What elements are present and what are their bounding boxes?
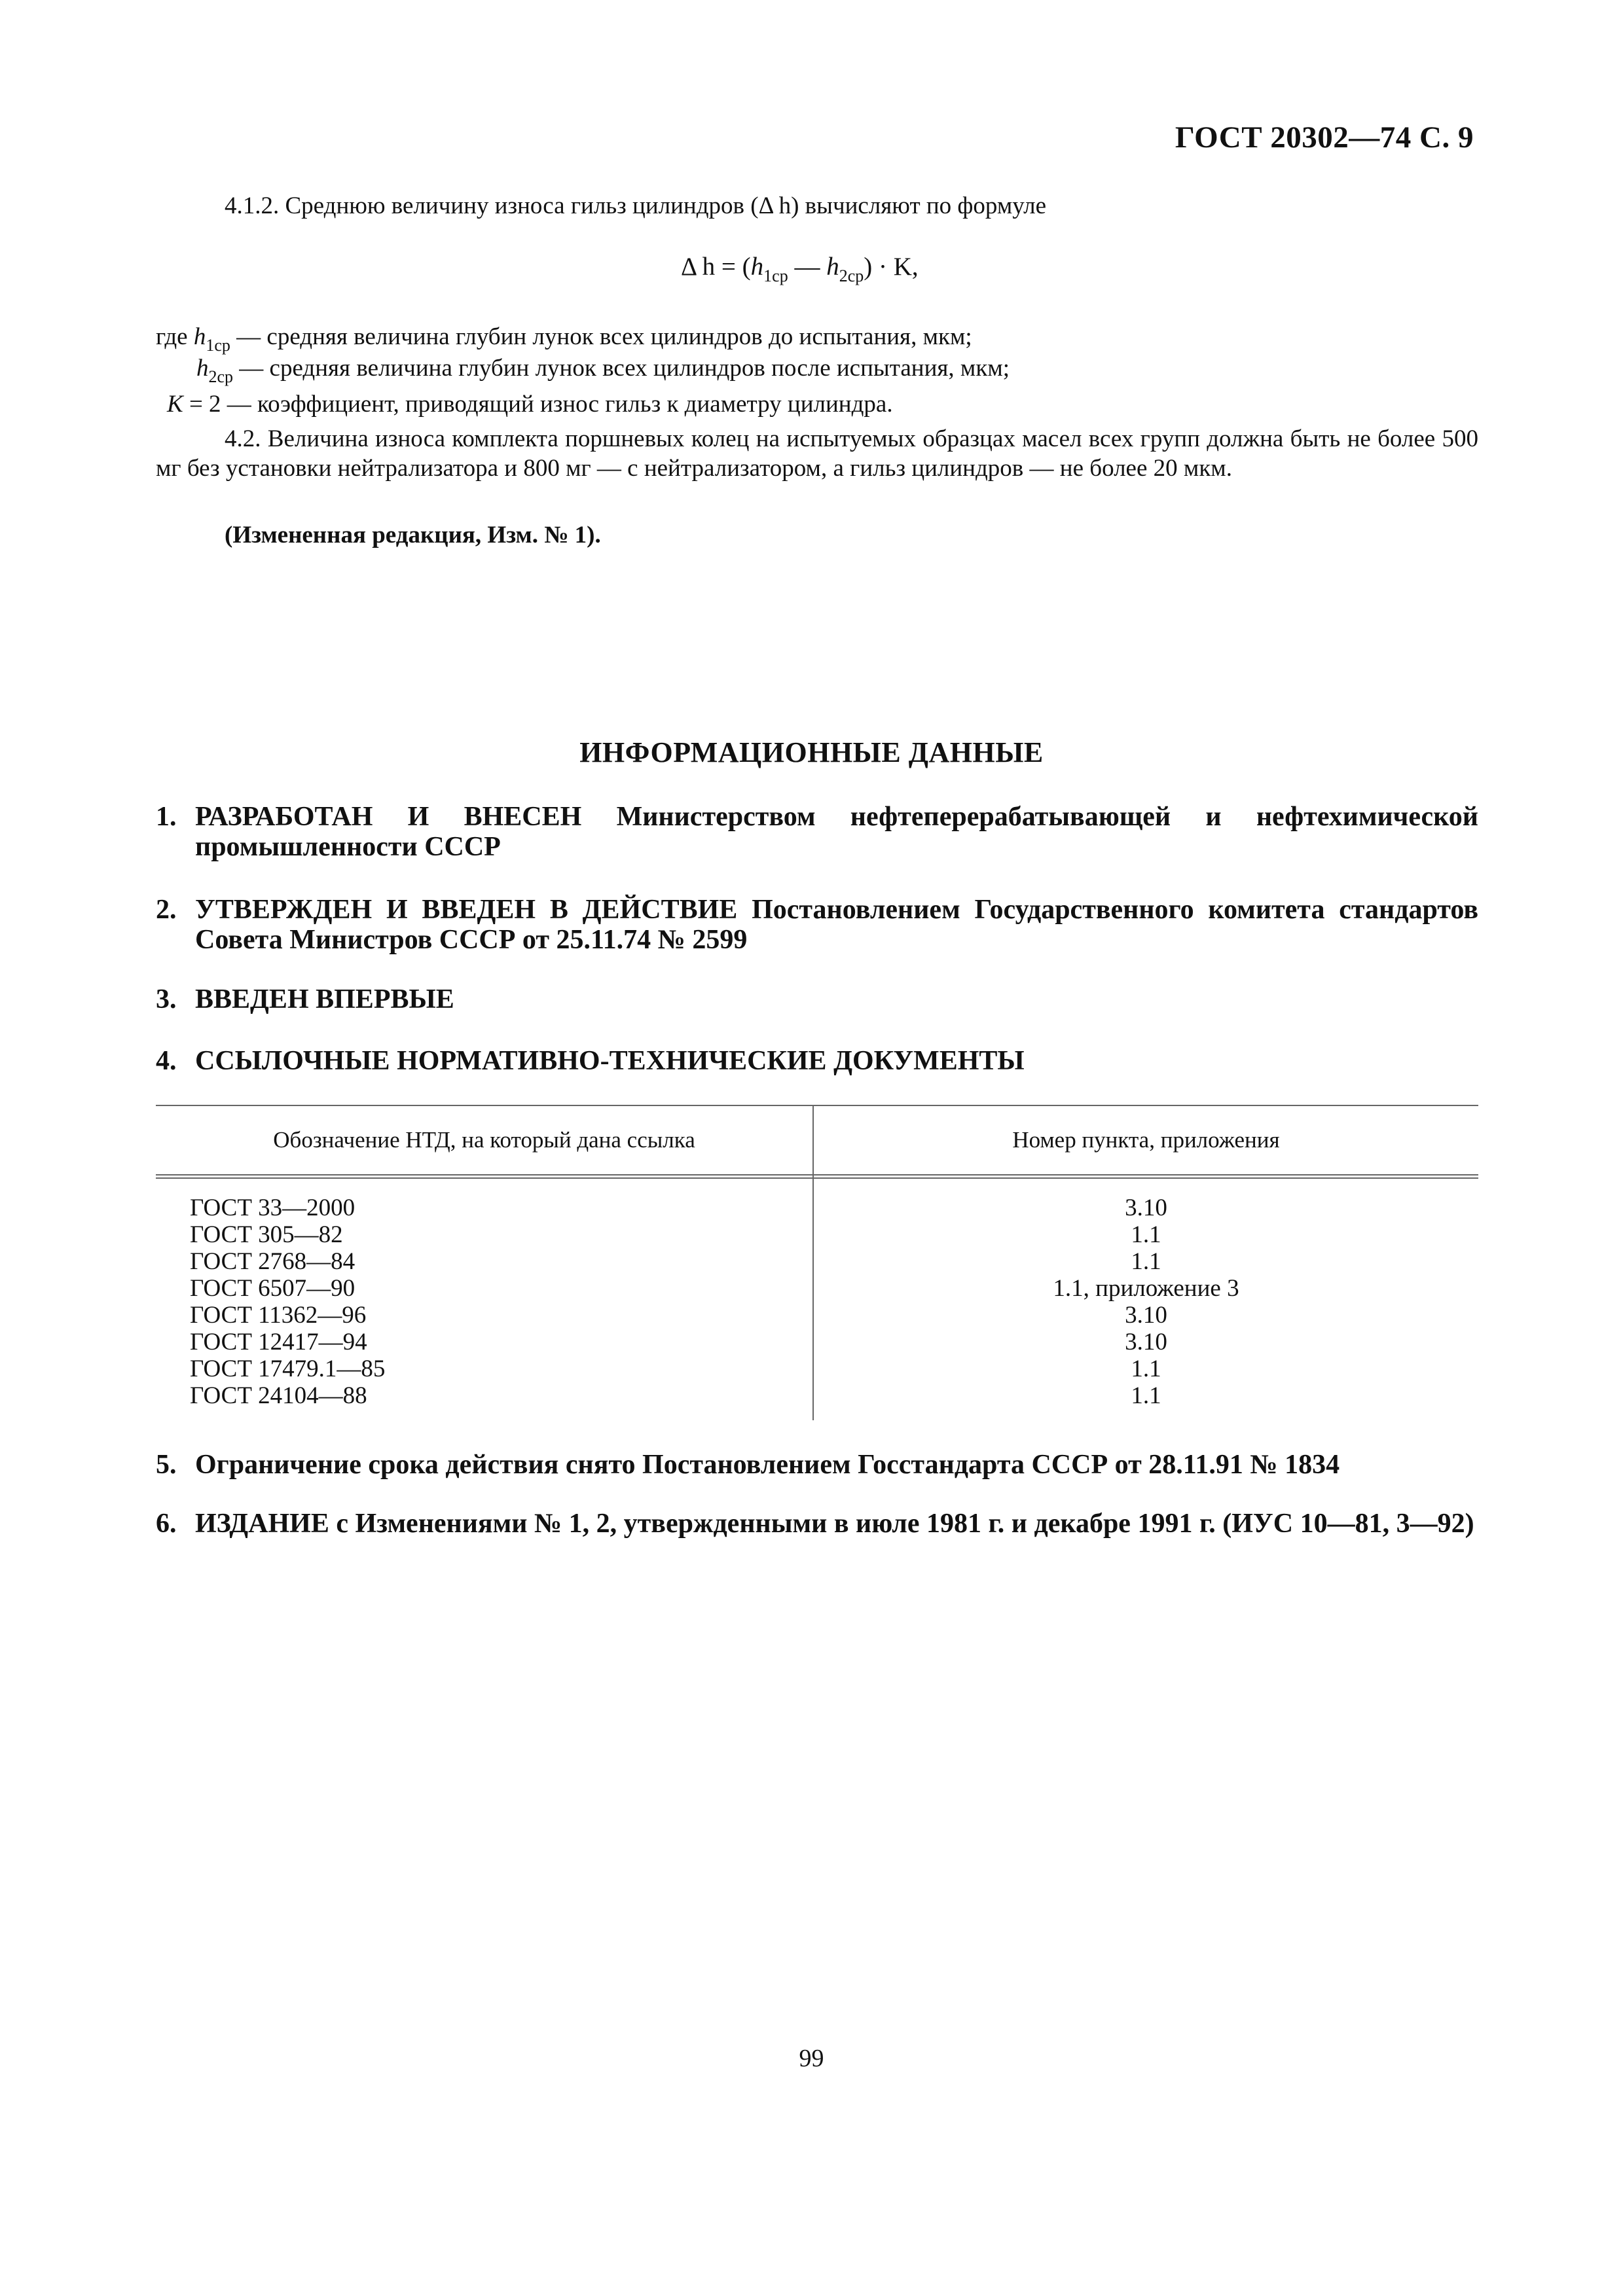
table-cell: 3.10: [1125, 1194, 1167, 1221]
table-cell: ГОСТ 17479.1—85: [190, 1355, 386, 1382]
info-item-6: 6. ИЗДАНИЕ с Изменениями № 1, 2, утвержденными в июле 1981 г. и декабре 1991 г. (ИУС 10—81, 3—92): [156, 1509, 1474, 1539]
wear-formula: Δ $h = (h_{1ср}$ — $h_{2ср}) \cdot K$,: [681, 253, 919, 285]
table-cell: 1.1: [1131, 1382, 1161, 1409]
table-cell: ГОСТ 33—2000: [190, 1194, 356, 1221]
table-cell: 3.10: [1125, 1302, 1167, 1329]
info-item-5: 5. Ограничение срока действия снято Постановлением Госстандарта СССР от 28.11.91 № 1834: [156, 1450, 1340, 1480]
page-number: 99: [799, 2045, 824, 2072]
table-cell: 1.1: [1131, 1221, 1161, 1248]
table-header-rule: [156, 1174, 1478, 1175]
table-cell: 1.1, приложение 3: [1053, 1275, 1239, 1302]
table-cell: ГОСТ 6507—90: [190, 1275, 356, 1302]
formula-legend-h1: где $h_{1ср}$ — средняя величина глубин лунок всех цилиндров до испытания, мкм;: [156, 323, 972, 355]
table-header-rule-double: [156, 1177, 1478, 1179]
paragraph-4-2: 4.2. Величина износа комплекта поршневых колец на испытуемых образцах масел всех групп должна быть не более 500 мг без установки нейтрализатора и 800 мг — с нейтрализатором, а гильз цилиндров — не более 20 мкм.: [156, 425, 1478, 482]
table-cell: ГОСТ 24104—88: [190, 1382, 367, 1409]
info-item-3: 3. ВВЕДЕН ВПЕРВЫЕ: [156, 984, 454, 1014]
table-top-rule: [156, 1105, 1478, 1106]
table-header-clause: Номер пункта, приложения: [1012, 1127, 1280, 1153]
document-header: ГОСТ 20302—74 С. 9: [1175, 120, 1474, 154]
table-cell: ГОСТ 11362—96: [190, 1302, 367, 1329]
info-section-title: ИНФОРМАЦИОННЫЕ ДАННЫЕ: [579, 736, 1044, 768]
table-cell: 3.10: [1125, 1329, 1167, 1355]
table-cell: ГОСТ 2768—84: [190, 1248, 356, 1275]
table-header-ntd: Обозначение НТД, на который дана ссылка: [273, 1127, 695, 1153]
paragraph-4-1-2: 4.1.2. Среднюю величину износа гильз цилиндров (Δ h) вычисляют по формуле: [225, 192, 1047, 219]
table-cell: ГОСТ 305—82: [190, 1221, 343, 1248]
formula-legend-h2: $h_{2ср}$ — средняя величина глубин лунок всех цилиндров после испытания, мкм;: [196, 355, 1010, 386]
formula-legend-k: K = 2 — коэффициент, приводящий износ гильз к диаметру цилиндра.: [167, 391, 893, 418]
info-item-4: 4. ССЫЛОЧНЫЕ НОРМАТИВНО-ТЕХНИЧЕСКИЕ ДОКУМЕНТЫ: [156, 1046, 1025, 1076]
amendment-note: (Измененная редакция, Изм. № 1).: [225, 522, 601, 548]
table-column-clause: [814, 1194, 1478, 1409]
info-item-2: 2. УТВЕРЖДЕН И ВВЕДЕН В ДЕЙСТВИЕ Постановлением Государственного комитета стандартов Совета Министров СССР от 25.11.74 № 2599: [156, 895, 1478, 955]
table-cell: 1.1: [1131, 1355, 1161, 1382]
info-item-1: 1. РАЗРАБОТАН И ВНЕСЕН Министерством нефтеперерабатывающей и нефтехимической промышленности СССР: [156, 802, 1478, 862]
table-column-ntd: [190, 1194, 385, 1409]
table-cell: 1.1: [1131, 1248, 1161, 1275]
table-cell: ГОСТ 12417—94: [190, 1329, 367, 1355]
